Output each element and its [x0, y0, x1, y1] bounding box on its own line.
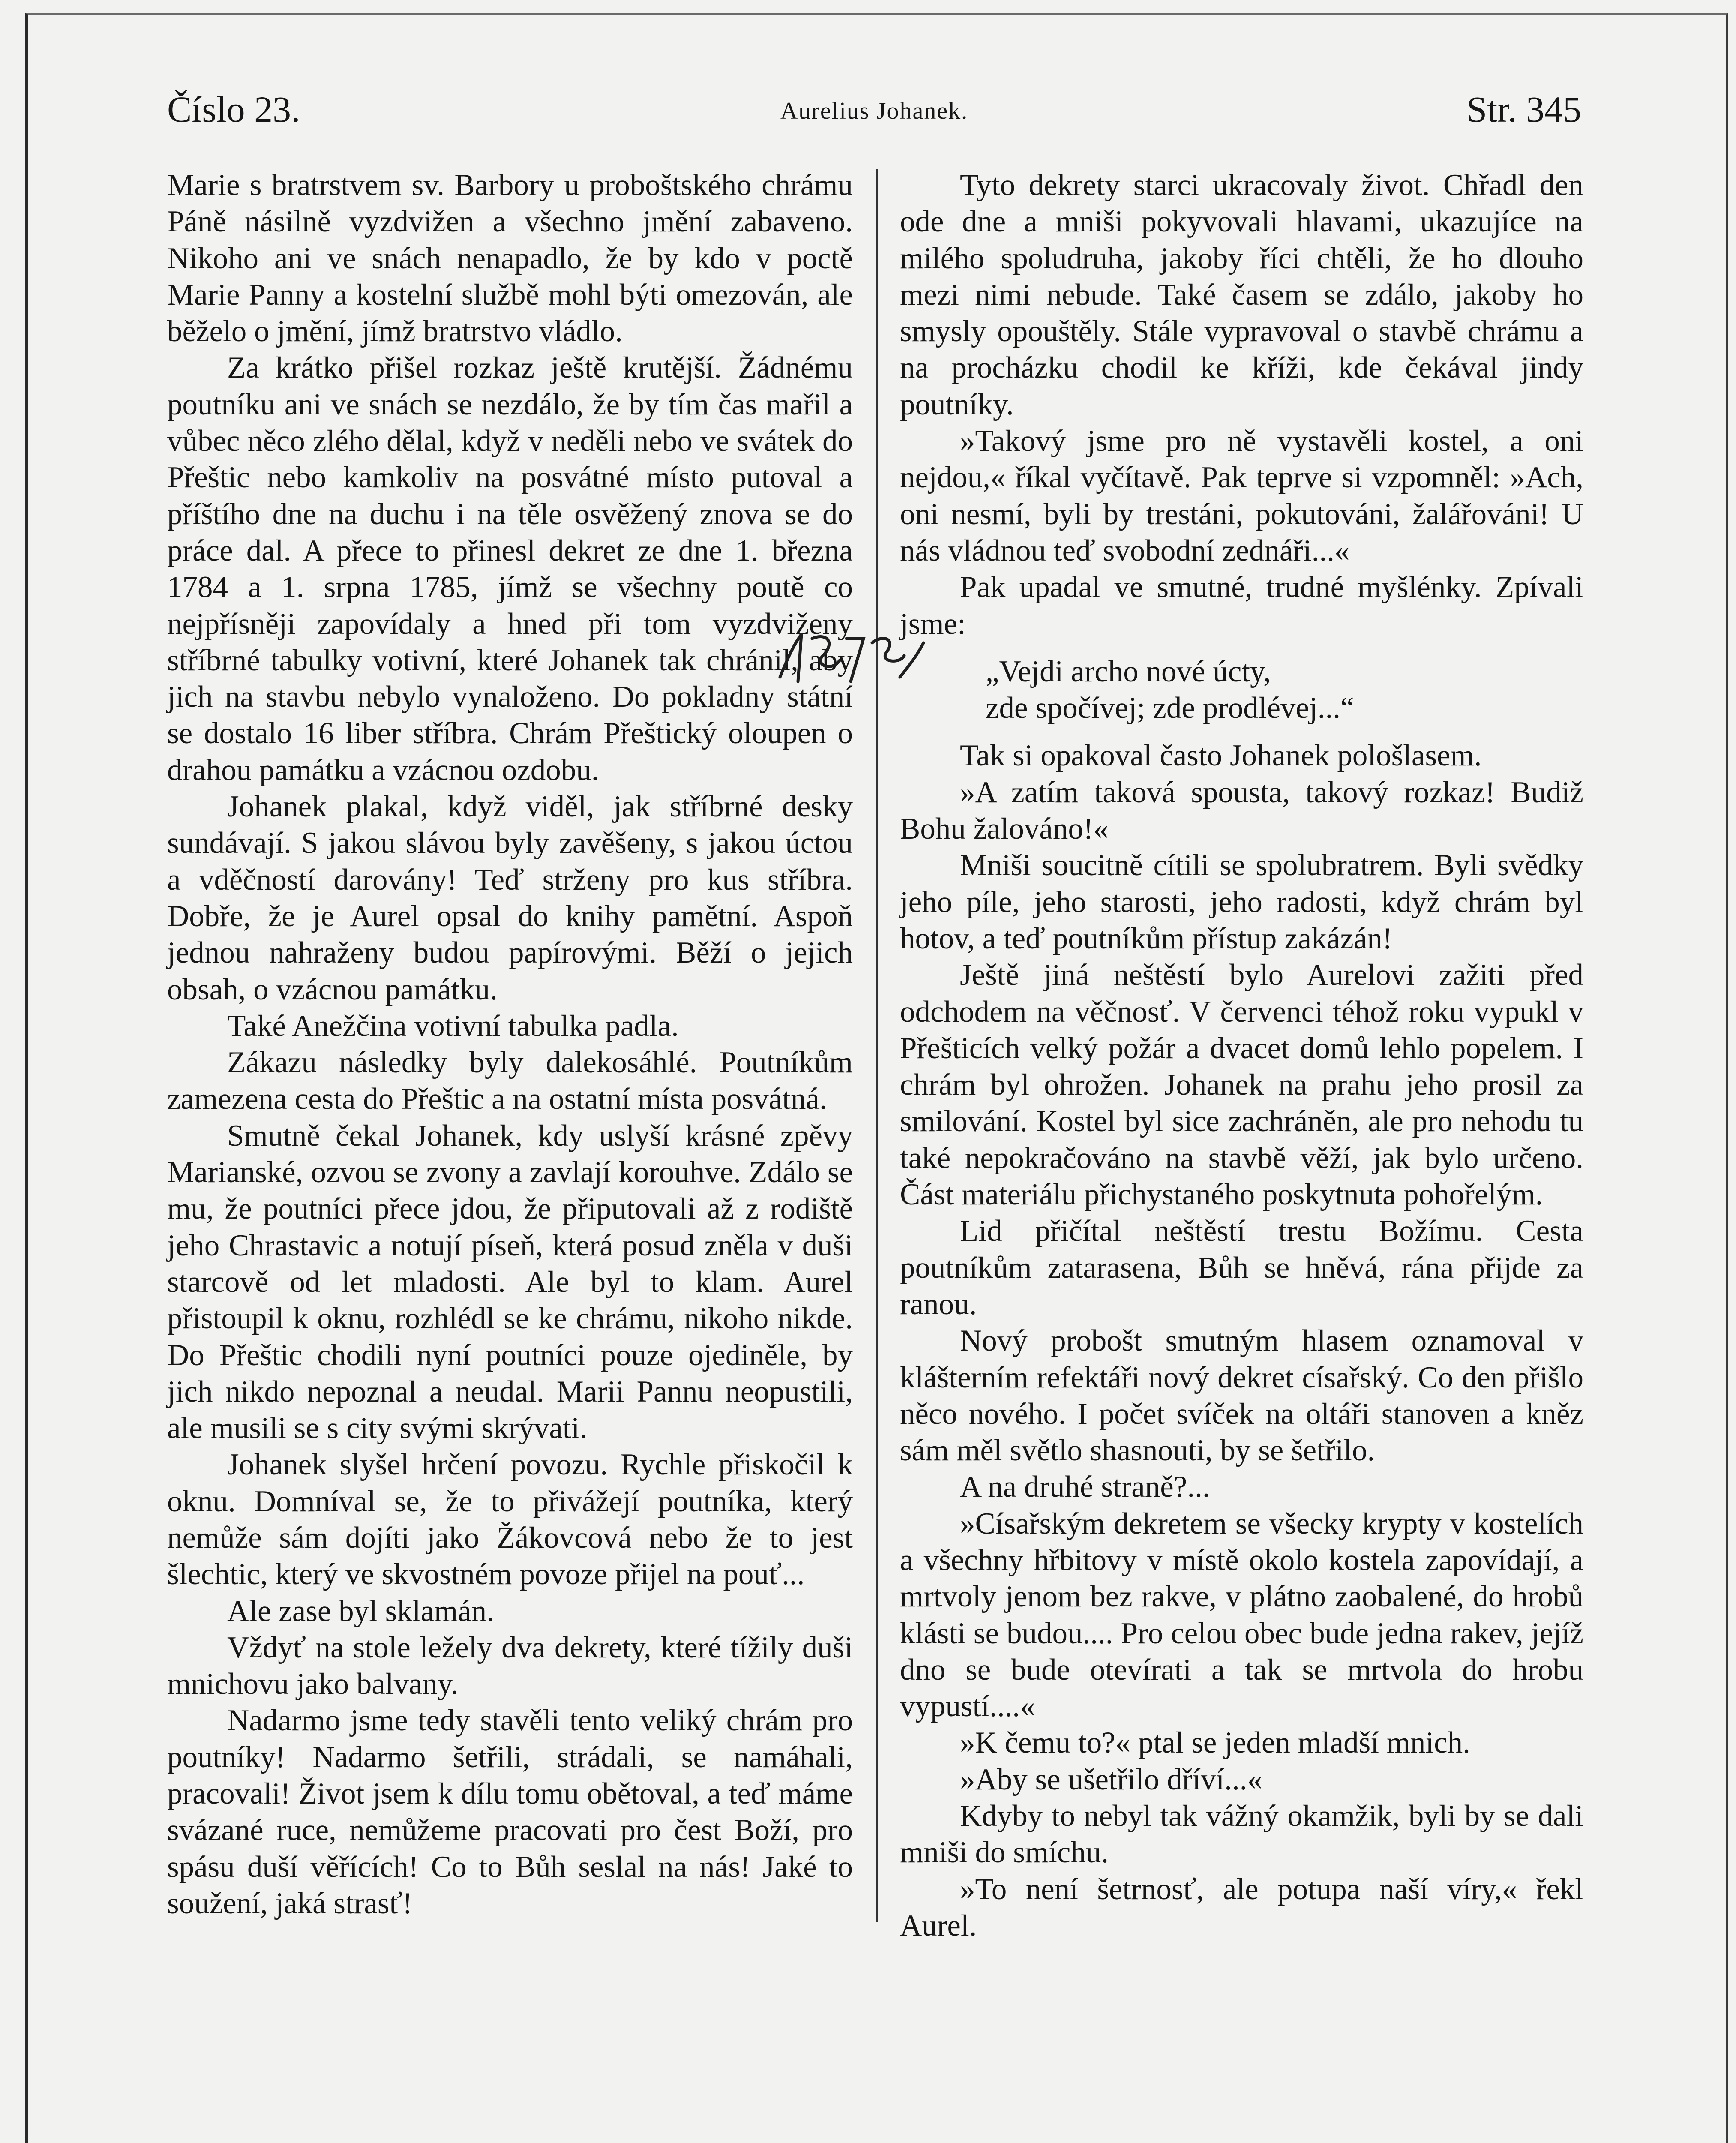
paragraph: »Takový jsme pro ně vystavěli kostel, a oni nejdou,« říkal vyčítavě. Pak teprve si vzpomněl: »Ach, oni nesmí, byli by trestáni, pokutováni, žalářováni! U nás vládnou teď svobodní zednáři...« [900, 424, 1583, 567]
paragraph: Ještě jiná neštěstí bylo Aurelovi zažiti před odchodem na věčnosť. V červenci téhož roku vypukl v Přešticích velký požár a dvacet domů lehlo popelem. I chrám byl ohrožen. Johanek na prahu jeho prosil za smilování. Kostel byl sice zachráněn, ale pro nehodu tu také nepokračováno na stavbě věží, jak bylo určeno. Část materiálu přichystaného poskytnuta pohořelým. [900, 958, 1583, 1212]
paragraph: A na druhé straně?... [960, 1470, 1210, 1504]
page-header [167, 88, 1581, 144]
paragraph: »Aby se ušetřilo dříví...« [960, 1762, 1262, 1796]
paragraph: »K čemu to?« ptal se jeden mladší mnich. [960, 1726, 1470, 1760]
paragraph: »To není šetrnosť, ale potupa naší víry,« řekl Aurel. [900, 1872, 1583, 1942]
column-divider [876, 169, 878, 1922]
verse-line: „Vejdi archo nové úcty, [986, 654, 1271, 688]
paragraph: Ale zase byl sklamán. [227, 1594, 495, 1628]
left-column [167, 167, 853, 1922]
paragraph: Tyto dekrety starci ukracovaly život. Chřadl den ode dne a mniši pokyvovali hlavami, ukazujíce na milého spoludruha, jakoby říci chtěli, že ho dlouho mezi nimi nebude. Také časem se zdálo, jakoby ho smysly opouštěly. Stále vypravoval o stavbě chrámu a na procházku chodil ke kříži, kde čekával jindy poutníky. [900, 168, 1583, 421]
paragraph: Pak upadal ve smutné, trudné myšlénky. Zpívali jsme: [900, 570, 1583, 641]
paragraph: Kdyby to nebyl tak vážný okamžik, byli by se dali mniši do smíchu. [900, 1799, 1583, 1870]
paragraph: Nový probošt smutným hlasem oznamoval v klášterním refektáři nový dekret císařský. Co den přišlo něco nového. I počet svíček na oltáři stanoven a kněz sám měl světlo shasnouti, by se šetřilo. [900, 1324, 1583, 1468]
paragraph: Vždyť na stole ležely dva dekrety, které tížily duši mnichovu jako balvany. [167, 1630, 853, 1701]
running-title: Aurelius Johanek. [780, 98, 968, 124]
verse-quote [900, 654, 1583, 727]
handwritten-annotation [771, 626, 926, 690]
paragraph: Marie s bratrstvem sv. Barbory u proboštského chrámu Páně násilně vyzdvižen a všechno jmění zabaveno. Nikoho ani ve snách nenapadlo, že by kdo v poctě Marie Panny a kostelní službě mohl býti omezován, ale běželo o jmění, jímž bratrstvo vládlo. [167, 168, 853, 348]
paragraph: Nadarmo jsme tedy stavěli tento veliký chrám pro poutníky! Nadarmo šetřili, strádali, se namáhali, pracovali! Život jsem k dílu tomu obětoval, a teď máme svázané ruce, nemůžeme pracovati pro čest Boží, pro spásu duší věřících! Co to Bůh seslal na nás! Jaké to soužení, jaká strasť! [167, 1704, 853, 1920]
paragraph: Lid přičítal neštěstí trestu Božímu. Cesta poutníkům zatarasena, Bůh se hněvá, rána přijde za ranou. [900, 1214, 1583, 1321]
paragraph: Tak si opakoval často Johanek pološlasem. [960, 739, 1482, 773]
paragraph: »Císařským dekretem se všecky krypty v kostelích a všechny hřbitovy v místě okolo kostela zapovídají, a mrtvoly jenom bez rakve, v plátno zaobalené, do hrobů klásti se budou.... Pro celou obec bude jedna rakev, jejíž dno se bude otevírati a tak se mrtvola do hrobu vypustí....« [900, 1507, 1583, 1723]
paragraph: Johanek slyšel hrčení povozu. Rychle přiskočil k oknu. Domníval se, že to přivážejí poutníka, který nemůže sám dojíti jako Žákovcová nebo že to jest šlechtic, který ve skvostném povoze přijel na pouť... [167, 1448, 853, 1591]
paragraph: Johanek plakal, když viděl, jak stříbrné desky sundávají. S jakou slávou byly zavěšeny, s jakou úctou a vděčností darovány! Teď strženy pro kus stříbra. Dobře, že je Aurel opsal do knihy pamětní. Aspoň jednou nahraženy budou papírovými. Běží o jejich obsah, o vzácnou památku. [167, 790, 853, 1006]
page-number: Str. 345 [1466, 89, 1581, 130]
paragraph: Smutně čekal Johanek, kdy uslyší krásné zpěvy Marianské, ozvou se zvony a zavlají korouhve. Zdálo se mu, že poutníci přece jdou, že připutovali až z rodiště jeho Chrastavic a notují píseň, která posud zněla v duši starcově od let mladosti. Ale byl to klam. Aurel přistoupil k oknu, rozhlédl se ke chrámu, nikoho nikde. Do Přeštic chodili nyní poutníci pouze ojediněle, by jich nikdo nepoznal a neudal. Marii Pannu neopustili, ale musili se s city svými skrývati. [167, 1119, 853, 1445]
paragraph: Za krátko přišel rozkaz ještě krutější. Žádnému poutníku ani ve snách se nezdálo, že by tím čas mařil a vůbec něco zlého dělal, když v neděli nebo ve svátek do Přeštic nebo kamkoliv na posvátné místo putoval a příštího dne na duchu i na těle osvěžený znova se do práce dal. A přece to přinesl dekret ze dne 1. března 1784 a 1. srpna 1785, jímž se všechny poutě co nejpřísněji zapovídaly a hned při tom vyzdviženy stříbrné tabulky votivní, které Johanek tak chránil, aby jich na stavbu nebylo vynaloženo. Do pokladny státní se dostalo 16 liber stříbra. Chrám Přeštický oloupen o drahou památku a vzácnou ozdobu. [167, 351, 853, 787]
paragraph: Zákazu následky byly dalekosáhlé. Poutníkům zamezena cesta do Přeštic a na ostatní místa posvátná. [167, 1046, 853, 1116]
right-column [900, 167, 1583, 1944]
paragraph: »A zatím taková spousta, takový rozkaz! Budiž Bohu žalováno!« [900, 775, 1583, 846]
verse-line: zde spočívej; zde prodlévej...“ [986, 691, 1354, 725]
paragraph: Také Anežčina votivní tabulka padla. [227, 1009, 679, 1043]
paragraph: Mniši soucitně cítili se spolubratrem. Byli svědky jeho píle, jeho starosti, jeho radosti, když chrám byl hotov, a teď poutníkům přístup zakázán! [900, 849, 1583, 955]
issue-number: Číslo 23. [167, 89, 300, 130]
